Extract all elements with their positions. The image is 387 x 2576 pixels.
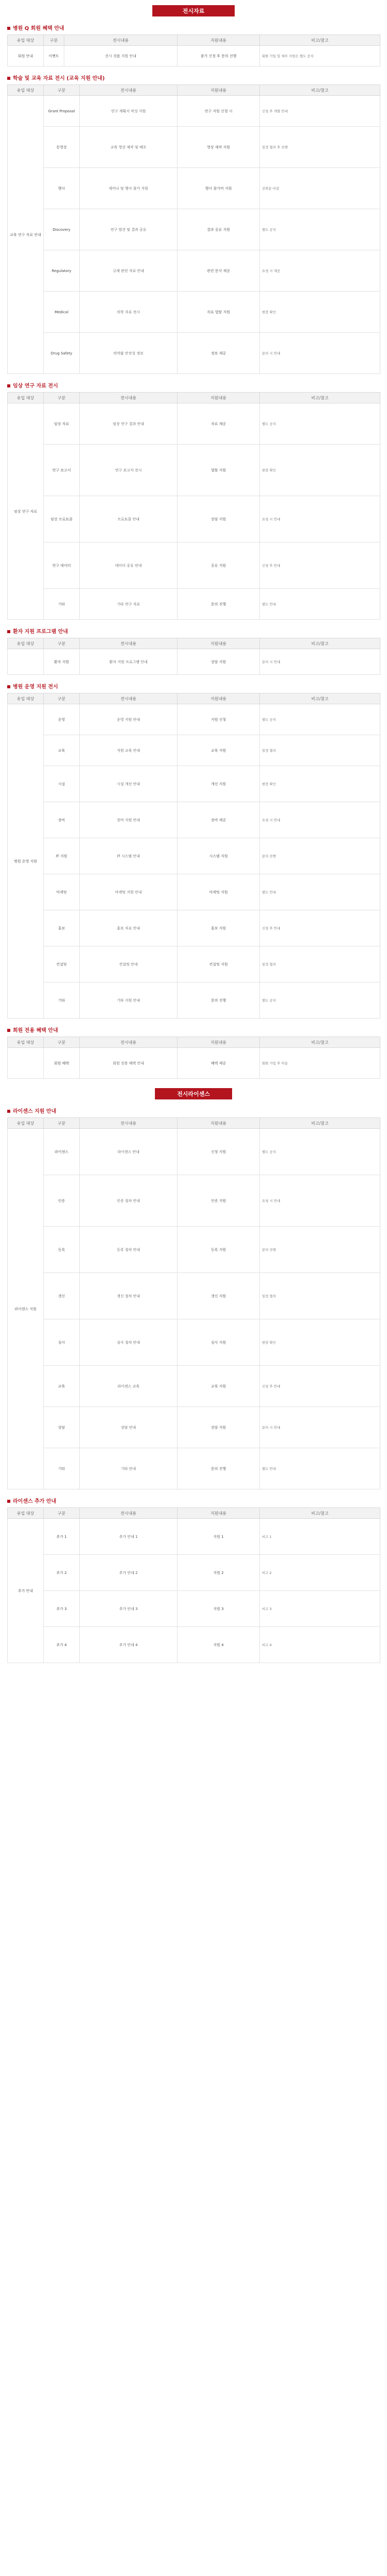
cell-content: 규제 관련 자료 안내 (80, 250, 178, 292)
section-dot-icon (7, 685, 10, 688)
cell-type: 연구 데이터 (44, 543, 80, 589)
table-row (8, 910, 380, 946)
section-header (0, 1489, 387, 1507)
table-row (8, 250, 380, 292)
cell-type: 컨설팅 (44, 946, 80, 982)
cell-type: 환자 지원 (44, 649, 80, 675)
cell-note: 문의 시 안내 (260, 1407, 380, 1448)
cell-note: 문의 진행 (260, 1227, 380, 1273)
cell-support: 장비 제공 (178, 802, 260, 838)
table-s2 (7, 84, 380, 374)
col-header: 지원내용 (178, 85, 260, 96)
cell-content: 연구 보고서 전시 (80, 445, 178, 496)
cell-content: 갱신 절차 안내 (80, 1273, 178, 1319)
table-s6 (7, 1037, 380, 1079)
cell-support: 혜택 제공 (178, 1048, 260, 1079)
cell-content: 운영 지원 안내 (80, 704, 178, 735)
col-header: 유입 대상 (8, 1118, 44, 1129)
cell-content: 세미나 및 행사 참가 지원 (80, 168, 178, 209)
section-dot-icon (7, 1500, 10, 1503)
cell-type: 장비 (44, 802, 80, 838)
cell-note: 별도 공지 (260, 982, 380, 1019)
table-row (8, 1519, 380, 1555)
table-row (8, 1555, 380, 1591)
cell-type: 임상 자료 (44, 403, 80, 445)
cell-type: 추가 1 (44, 1519, 80, 1555)
bottom-spacer (0, 1663, 387, 1679)
cell-target: 회원 안내 (8, 46, 44, 66)
cell-support: 지원 2 (178, 1555, 260, 1591)
section-dot-icon (7, 1110, 10, 1113)
table-row (8, 649, 380, 675)
cell-note: 신청 후 개별 안내 (260, 96, 380, 127)
col-header: 비고/참고 (260, 393, 380, 403)
table-row (8, 1627, 380, 1663)
cell-content: 임상 연구 결과 안내 (80, 403, 178, 445)
section-dot-icon (7, 1029, 10, 1032)
table-row (8, 982, 380, 1019)
cell-note: 일정 협의 (260, 946, 380, 982)
cell-note: 비고 4 (260, 1627, 380, 1663)
cell-content: 라이센스 교육 (80, 1366, 178, 1407)
col-header: 지원내용 (178, 393, 260, 403)
col-header: 비고/참고 (260, 1037, 380, 1048)
cell-note: 회원 가입 후 이용 (260, 1048, 380, 1079)
col-header: 비고/참고 (260, 1118, 380, 1129)
col-header: 유입 대상 (8, 393, 44, 403)
cell-support: 상담 지원 (178, 1407, 260, 1448)
cell-support: 문의 진행 (178, 589, 260, 620)
cell-type: 마케팅 (44, 874, 80, 910)
cell-note: 회원 가입 및 세부 사항은 별도 공지 (260, 46, 380, 66)
cell-group: 라이센스 지원 (8, 1129, 44, 1489)
cell-note: 문의 시 안내 (260, 333, 380, 374)
section-header-label: 병원 운영 지원 전시 (13, 684, 58, 690)
table-row (8, 838, 380, 874)
cell-content: 의약품 안전성 정보 (80, 333, 178, 374)
cell-type: 시설 (44, 766, 80, 802)
col-header: 구분 (44, 393, 80, 403)
cell-content: 기타 안내 (80, 1448, 178, 1489)
cell-content: 추가 안내 4 (80, 1627, 178, 1663)
section-header-label: 학술 및 교육 자료 전시 (교육 지원 안내) (13, 76, 105, 81)
cell-note: 비고 3 (260, 1591, 380, 1627)
cell-support: 등록 지원 (178, 1227, 260, 1273)
col-header: 구분 (44, 1037, 80, 1048)
cell-content: 연구 발견 및 결과 공유 (80, 209, 178, 250)
cell-support: 시스템 지원 (178, 838, 260, 874)
cell-target (8, 1048, 44, 1079)
section-header-label: 라이센스 지원 안내 (13, 1109, 57, 1114)
col-header: 전시내용 (80, 638, 178, 649)
cell-content: 추가 안내 3 (80, 1591, 178, 1627)
table-row (8, 766, 380, 802)
cell-note: 별도 공지 (260, 704, 380, 735)
cell-support: 자료 열람 지원 (178, 292, 260, 333)
col-header: 비고/참고 (260, 1508, 380, 1519)
table-header-row (8, 638, 380, 649)
cell-note: 별도 안내 (260, 874, 380, 910)
table-s3 (7, 392, 380, 620)
col-header: 구분 (44, 638, 80, 649)
table-row (8, 1407, 380, 1448)
section-header-label: 병원 Q 회원 혜택 안내 (13, 26, 64, 31)
col-header: 전시내용 (80, 693, 178, 704)
cell-type: 임상 프로토콜 (44, 496, 80, 543)
cell-note: 별도 안내 (260, 589, 380, 620)
col-header: 비고/참고 (260, 35, 380, 46)
cell-support: 지원 신청 (178, 704, 260, 735)
cell-support: 자료 제공 (178, 403, 260, 445)
col-header: 전시내용 (80, 393, 178, 403)
cell-support: 지원 4 (178, 1627, 260, 1663)
cell-note: 현장 확인 (260, 292, 380, 333)
cell-type: 동영상 (44, 127, 80, 168)
col-header: 전시내용 (80, 85, 178, 96)
cell-content: IT 시스템 안내 (80, 838, 178, 874)
section-header-label: 환자 지원 프로그램 안내 (13, 629, 68, 635)
cell-note: 신청 후 안내 (260, 1366, 380, 1407)
table-row (8, 1227, 380, 1273)
col-header: 지원내용 (178, 1508, 260, 1519)
col-header: 구분 (44, 1118, 80, 1129)
section-header (0, 1099, 387, 1117)
cell-note: 요청 시 안내 (260, 496, 380, 543)
cell-support: 관련 문서 제공 (178, 250, 260, 292)
cell-type: 회원 혜택 (44, 1048, 80, 1079)
top-bar (0, 0, 387, 5)
table-row (8, 704, 380, 735)
cell-content: 마케팅 지원 안내 (80, 874, 178, 910)
cell-content: 데이터 공유 안내 (80, 543, 178, 589)
table-row (8, 543, 380, 589)
table-row (8, 168, 380, 209)
col-header: 지원내용 (178, 1118, 260, 1129)
cell-group: 교육 연구 자료 안내 (8, 96, 44, 374)
table-row (8, 735, 380, 766)
cell-support: 홍보 지원 (178, 910, 260, 946)
cell-type: IT 지원 (44, 838, 80, 874)
table-row (8, 1366, 380, 1407)
cell-group: 병원 운영 지원 (8, 704, 44, 1019)
col-header: 유입 대상 (8, 693, 44, 704)
table-row (8, 1448, 380, 1489)
table-row (8, 1273, 380, 1319)
table-row (8, 127, 380, 168)
table-header-row (8, 1037, 380, 1048)
col-header: 전시내용 (64, 35, 178, 46)
col-header: 구분 (44, 1508, 80, 1519)
cell-type: 추가 2 (44, 1555, 80, 1591)
table-s7 (7, 1117, 380, 1489)
cell-type: Medical (44, 292, 80, 333)
cell-support: 컨설팅 지원 (178, 946, 260, 982)
cell-note: 일정 협의 후 진행 (260, 127, 380, 168)
section-dot-icon (7, 27, 10, 30)
cell-support: 지원 1 (178, 1519, 260, 1555)
cell-content: 추가 안내 2 (80, 1555, 178, 1591)
col-header: 전시내용 (80, 1508, 178, 1519)
cell-content: 등록 절차 안내 (80, 1227, 178, 1273)
col-header: 유입 대상 (8, 638, 44, 649)
cell-support: 정보 제공 (178, 333, 260, 374)
cell-support: 연구 지원 신청 시 (178, 96, 260, 127)
cell-support: 문의 진행 (178, 1448, 260, 1489)
section-header (0, 66, 387, 84)
cell-content: 시설 개선 안내 (80, 766, 178, 802)
cell-support: 열람 지원 (178, 445, 260, 496)
table-row (8, 96, 380, 127)
cell-note: 요청 시 안내 (260, 802, 380, 838)
cell-type: 행사 (44, 168, 80, 209)
cell-note: 비고 1 (260, 1519, 380, 1555)
col-header: 지원내용 (178, 638, 260, 649)
cell-note: 문의 진행 (260, 838, 380, 874)
cell-note: 현장 확인 (260, 1319, 380, 1366)
section-header-label: 회원 전용 혜택 안내 (13, 1028, 58, 1033)
cell-note: 일정 협의 (260, 735, 380, 766)
table-row (8, 1048, 380, 1079)
table-row (8, 1175, 380, 1227)
cell-content: 환자 지원 프로그램 안내 (80, 649, 178, 675)
cell-group: 임상 연구 자료 (8, 403, 44, 620)
col-header: 구분 (44, 693, 80, 704)
cell-note: 요청 시 제공 (260, 250, 380, 292)
table-row (8, 1591, 380, 1627)
cell-support: 신청 지원 (178, 1129, 260, 1175)
col-header: 비고/참고 (260, 638, 380, 649)
table-row (8, 1319, 380, 1366)
col-header: 전시내용 (80, 1037, 178, 1048)
section-header (0, 16, 387, 35)
cell-content: 기타 연구 자료 (80, 589, 178, 620)
cell-type: 추가 4 (44, 1627, 80, 1663)
col-header: 지원내용 (178, 1037, 260, 1048)
section-header-label: 임상 연구 자료 전시 (13, 383, 58, 389)
cell-support: 공유 지원 (178, 543, 260, 589)
cell-type: 인증 (44, 1175, 80, 1227)
cell-content: 직원 교육 안내 (80, 735, 178, 766)
col-header: 유입 대상 (8, 85, 44, 96)
table-row (8, 874, 380, 910)
page-title: 전시자료 (152, 5, 235, 16)
table-header-row (8, 85, 380, 96)
col-header: 비고/참고 (260, 693, 380, 704)
cell-content: 전시 경품 지원 안내 (64, 46, 178, 66)
col-header: 비고/참고 (260, 85, 380, 96)
cell-type: 추가 3 (44, 1591, 80, 1627)
section-header-label: 라이센스 추가 안내 (13, 1499, 57, 1504)
table-header-row (8, 1118, 380, 1129)
table-header-row (8, 1508, 380, 1519)
cell-note: 별도 공지 (260, 403, 380, 445)
cell-type: 홍보 (44, 910, 80, 946)
table-row (8, 445, 380, 496)
cell-note: 문의 시 안내 (260, 649, 380, 675)
cell-type: 기타 (44, 1448, 80, 1489)
cell-type: 운영 (44, 704, 80, 735)
cell-support: 문의 진행 (178, 982, 260, 1019)
cell-type: 연구 보고서 (44, 445, 80, 496)
cell-content: 기타 지원 안내 (80, 982, 178, 1019)
cell-note: 별도 안내 (260, 1448, 380, 1489)
cell-type: 라이센스 (44, 1129, 80, 1175)
table-row (8, 1129, 380, 1175)
cell-content: 상담 안내 (80, 1407, 178, 1448)
cell-content: 장비 지원 안내 (80, 802, 178, 838)
cell-note: 현장 확인 (260, 445, 380, 496)
cell-type: 교육 (44, 1366, 80, 1407)
section-dot-icon (7, 384, 10, 387)
col-header: 유입 대상 (8, 35, 44, 46)
table-s4 (7, 638, 380, 675)
cell-support: 지원 3 (178, 1591, 260, 1627)
cell-support: 참가 신청 후 문의 진행 (178, 46, 260, 66)
cell-type: Grant Proposal (44, 96, 80, 127)
cell-type: Discovery (44, 209, 80, 250)
cell-content: 프로토콜 안내 (80, 496, 178, 543)
cell-content: 홍보 자료 안내 (80, 910, 178, 946)
table-row (8, 802, 380, 838)
cell-support: 결과 공유 지원 (178, 209, 260, 250)
cell-note: 신청 후 안내 (260, 910, 380, 946)
cell-note: 별도 공지 (260, 1129, 380, 1175)
cell-note: 현장 확인 (260, 766, 380, 802)
table-s5 (7, 693, 380, 1019)
cell-support: 행사 참가비 지원 (178, 168, 260, 209)
col-header: 구분 (44, 35, 64, 46)
table-row (8, 209, 380, 250)
cell-support: 마케팅 지원 (178, 874, 260, 910)
table-row (8, 403, 380, 445)
table-s8 (7, 1507, 380, 1663)
cell-note: 선착순 마감 (260, 168, 380, 209)
section-header (0, 374, 387, 392)
cell-support: 영상 제작 지원 (178, 127, 260, 168)
col-header: 전시내용 (80, 1118, 178, 1129)
section-header (0, 1019, 387, 1037)
cell-group: 추가 안내 (8, 1519, 44, 1663)
col-header: 지원내용 (178, 35, 260, 46)
section-header (0, 620, 387, 638)
col-header: 유입 대상 (8, 1508, 44, 1519)
cell-content: 심사 절차 안내 (80, 1319, 178, 1366)
cell-note: 요청 시 안내 (260, 1175, 380, 1227)
cell-content: 교육 영상 제작 및 배포 (80, 127, 178, 168)
cell-support: 개선 지원 (178, 766, 260, 802)
cell-support: 인증 지원 (178, 1175, 260, 1227)
cell-content: 연구 계획서 작성 지원 (80, 96, 178, 127)
section-dot-icon (7, 77, 10, 80)
cell-type: 기타 (44, 982, 80, 1019)
table-row (8, 946, 380, 982)
cell-content: 라이센스 안내 (80, 1129, 178, 1175)
cell-type: 상담 (44, 1407, 80, 1448)
cell-type: Regulatory (44, 250, 80, 292)
table-header-row (8, 393, 380, 403)
cell-note: 별도 공지 (260, 209, 380, 250)
cell-support: 상담 지원 (178, 496, 260, 543)
cell-note: 일정 협의 (260, 1273, 380, 1319)
cell-support: 심사 지원 (178, 1319, 260, 1366)
cell-note: 비고 2 (260, 1555, 380, 1591)
cell-note: 신청 후 안내 (260, 543, 380, 589)
table-row (8, 333, 380, 374)
table-header-row (8, 35, 380, 46)
col-header: 구분 (44, 85, 80, 96)
section-dot-icon (7, 630, 10, 633)
table-row (8, 496, 380, 543)
cell-support: 교육 지원 (178, 735, 260, 766)
cell-target (8, 649, 44, 675)
cell-type: Drug Safety (44, 333, 80, 374)
col-header: 지원내용 (178, 693, 260, 704)
cell-support: 상담 지원 (178, 649, 260, 675)
section-title: 전시라이센스 (155, 1088, 232, 1099)
cell-content: 회원 전용 혜택 안내 (80, 1048, 178, 1079)
cell-support: 교육 지원 (178, 1366, 260, 1407)
cell-type: 등록 (44, 1227, 80, 1273)
cell-content: 추가 안내 1 (80, 1519, 178, 1555)
table-s1 (7, 35, 380, 66)
col-header: 유입 대상 (8, 1037, 44, 1048)
table-row (8, 589, 380, 620)
table-row (8, 46, 380, 66)
section-header (0, 675, 387, 693)
cell-type: 갱신 (44, 1273, 80, 1319)
cell-type: 이벤트 (44, 46, 64, 66)
cell-type: 교육 (44, 735, 80, 766)
divider (0, 1079, 387, 1088)
cell-content: 의학 자료 전시 (80, 292, 178, 333)
table-row (8, 292, 380, 333)
cell-content: 컨설팅 안내 (80, 946, 178, 982)
table-header-row (8, 693, 380, 704)
cell-content: 인증 절차 안내 (80, 1175, 178, 1227)
cell-type: 심사 (44, 1319, 80, 1366)
cell-type: 기타 (44, 589, 80, 620)
cell-support: 갱신 지원 (178, 1273, 260, 1319)
